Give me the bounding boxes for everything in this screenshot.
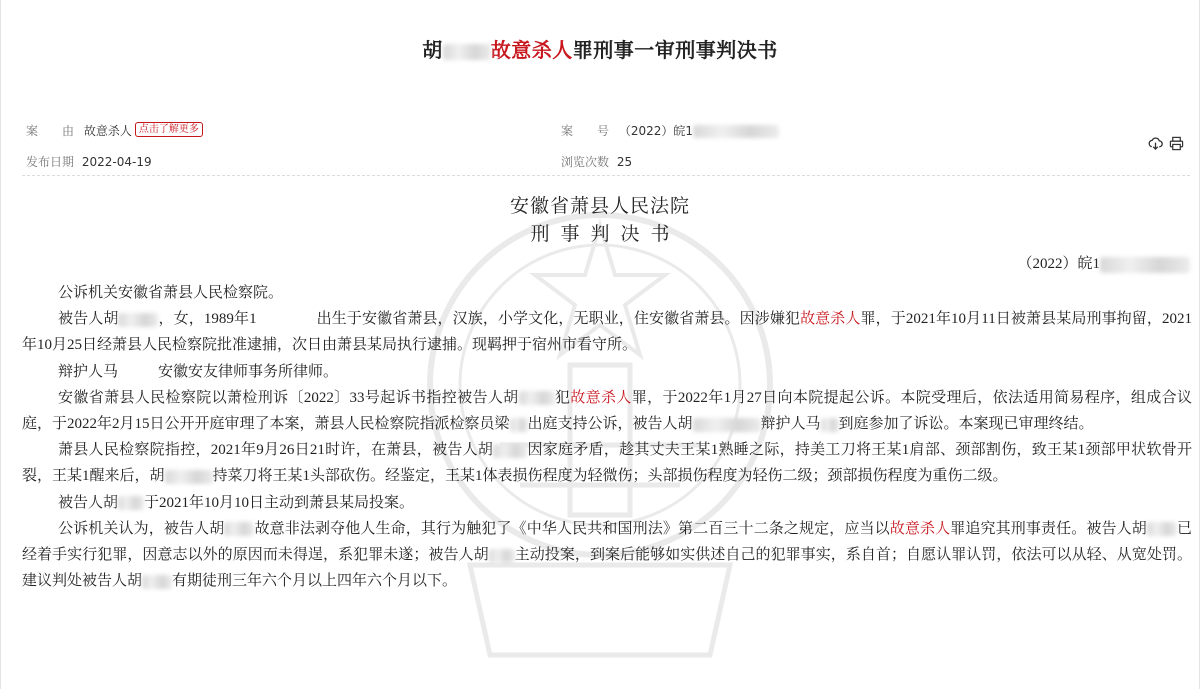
action-icons [1148,136,1184,151]
judgment-body [22,280,1192,594]
redacted-birthdate [257,313,317,327]
header-divider [22,175,1190,176]
more-info-link[interactable]: 点击了解更多 [135,122,203,137]
p2e-text: 罪，于2021年10月11日被萧县某局刑事拘留，2021年10月25日经萧县人民检察院批准逮捕，次日由萧县某局执行逮捕。现羁押于宿州市看守所。 [22,311,1192,354]
redacted-document-number [1100,257,1190,273]
case-number-label: 案 号 [561,124,610,138]
title-suffix: 罪刑事一审刑事判决书 [572,38,778,62]
case-cause-label: 案 由 [26,124,75,138]
case-number-row [561,122,779,139]
p2d-crime: 故意杀人 [800,311,861,328]
p2a-text: 被告人胡 [58,311,119,328]
p3b-text: 安徽安友律师事务所律师。 [158,363,339,380]
p1-text: 公诉机关安徽省萧县人民检察院。 [58,285,284,301]
publish-date-row [26,153,152,170]
document-title [0,34,1200,63]
p5b-text: 因家庭矛盾，趁其丈夫王某1熟睡之际，持美工刀将王某1肩部、颈部割伤，致王某1颈部甲状软骨开裂，王某1醒来后，胡 [22,442,1192,485]
p4f-text: 辩护人马 [760,416,821,433]
paragraph-surrender [22,490,1192,516]
redacted-name [821,418,839,432]
paragraph-prosecutor [22,280,1192,306]
publish-date-value: 2022-04-19 [81,155,152,169]
title-crime: 故意杀人 [490,38,573,62]
p5a-text: 萧县人民检察院指控，2021年9月26日21时许，在萧县，被告人胡 [58,442,494,459]
p4b-text: 犯 [554,389,571,406]
p4a-text: 安徽省萧县人民检察院以萧检刑诉〔2022〕33号起诉书指控被告人胡 [58,389,519,406]
print-icon[interactable] [1169,136,1184,151]
p6b-text: 于2021年10月10日主动到萧县某局投案。 [144,494,415,511]
redacted-name [519,391,555,405]
redacted-name [489,549,515,563]
redacted-name [443,44,491,60]
case-cause-value: 故意杀人 [83,124,132,138]
redacted-name [1147,522,1177,536]
p2b-text: ，女，1989年1 [158,311,257,328]
p7e-text: 已经着手实行犯罪，因意志以外的原因而未得逞，系犯罪未遂；被告人胡 [22,520,1192,564]
redacted-name [118,313,158,327]
view-count-value: 25 [616,155,633,169]
p3a-text: 辩护人马 [58,363,119,380]
view-count-label: 浏览次数 [561,155,610,169]
redacted-name [118,496,144,510]
redacted-name [510,418,528,432]
view-count-row [561,153,632,170]
paragraph-indictment [22,385,1192,437]
download-icon[interactable] [1148,136,1163,151]
case-cause-row [26,122,203,139]
p7b-text: 故意非法剥夺他人生命，其行为触犯了《中华人民共和国刑法》第二百三十二条之规定，应当以 [254,520,890,537]
p7d-text: 罪追究其刑事责任。被告人胡 [950,520,1147,537]
p4e-text: 出庭支持公诉，被告人胡 [527,416,693,433]
p4g-text: 到庭参加了诉讼。本案现已审理终结。 [838,416,1094,433]
court-name: 安徽省萧县人民法院 [509,195,690,217]
p7g-text: 有期徒刑三年六个月以上四年六个月以下。 [172,573,458,590]
document-number [1017,252,1190,273]
p4c-crime: 故意杀人 [570,389,632,406]
redacted-name [493,444,527,458]
redacted-case-number [693,125,779,138]
p7a-text: 公诉机关认为，被告人胡 [58,520,225,537]
paragraph-defense-counsel [22,359,1192,385]
p4d-text: 罪，于2022年1月27日向本院提起公诉。本院受理后，依法适用简易程序，组成合议庭，于2022年2月15日公开开庭审理了本案，萧县人民检察院指派检察员梁 [22,389,1192,433]
paragraph-prosecution-opinion [22,516,1192,595]
document-type: 刑事判决书 [530,223,681,245]
document-number-text: （2022）皖1 [1017,256,1100,272]
redacted-name [224,522,254,536]
p5c-text: 持菜刀将王某1头部砍伤。经鉴定，王某1体表损伤程度为轻微伤；头部损伤程度为轻伤二级；颈部损伤程度为重伤二级。 [212,468,1008,485]
case-number-value: （2022）皖1 [618,124,694,138]
p7f-text: 主动投案，到案后能够如实供述自己的犯罪事实，系自首；自愿认罪认罚，依法可以从轻、从宽处罚。建议判处被告人胡 [22,547,1192,590]
redacted-name [118,365,158,379]
redacted-name [693,418,761,432]
redacted-name [165,470,213,484]
title-prefix: 胡 [422,38,443,62]
p6a-text: 被告人胡 [58,494,119,511]
paragraph-charges [22,437,1192,489]
publish-date-label: 发布日期 [26,155,75,169]
redacted-name [142,575,172,589]
p2c-text: 出生于安徽省萧县，汉族，小学文化，无职业，住安徽省萧县。因涉嫌犯 [316,311,801,328]
p7c-crime: 故意杀人 [889,520,951,537]
paragraph-defendant [22,306,1192,358]
